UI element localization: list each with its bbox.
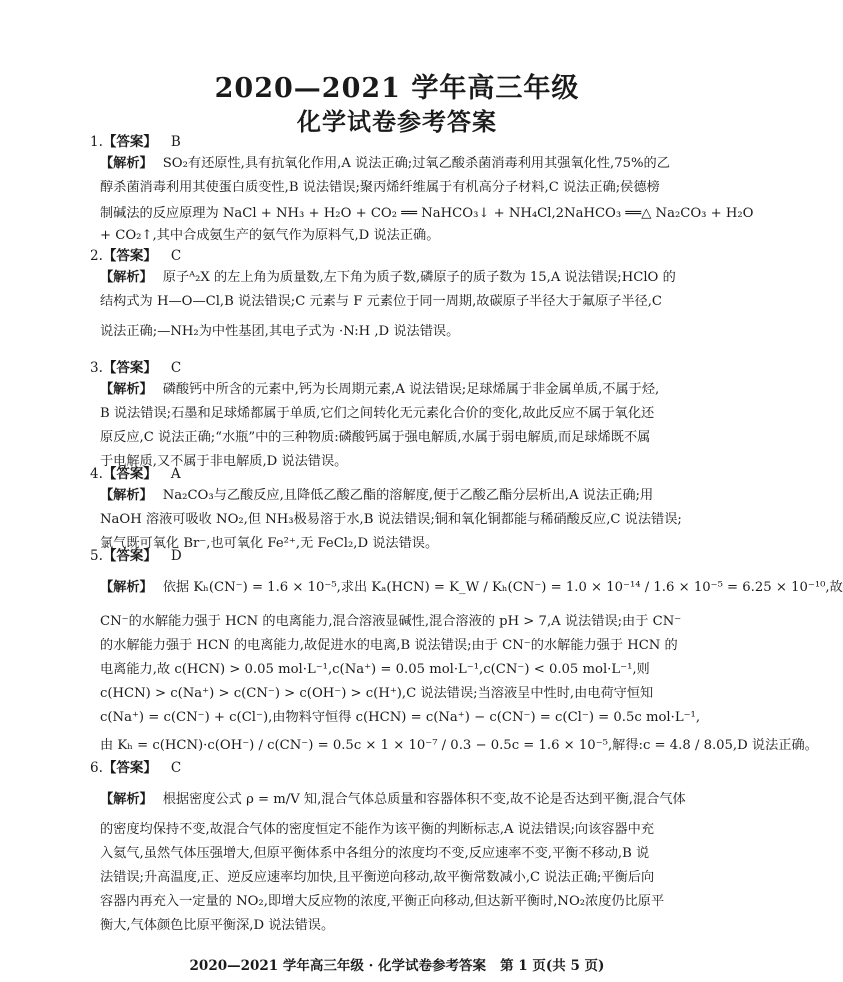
analysis-line: + CO₂↑,其中合成氨生产的氨气作为原料气,D 说法正确。: [100, 228, 440, 243]
analysis-line: 于电解质,又不属于非电解质,D 说法错误。: [100, 454, 348, 469]
analysis-line: 醇杀菌消毒利用其使蛋白质变性,B 说法错误;聚丙烯纤维属于有机高分子材料,C 说法正确;侯德榜: [100, 180, 660, 195]
answer-value: C: [170, 248, 182, 264]
answer-tag: 【答案】: [102, 360, 157, 376]
answer-tag: 【答案】: [102, 134, 157, 150]
analysis-tag: 【解析】: [100, 156, 153, 171]
question-number: 2.: [90, 248, 103, 264]
question-number: 5.: [90, 548, 103, 564]
page-subtitle: 化学试卷参考答案: [297, 107, 497, 136]
answer-row-q4: [90, 464, 181, 484]
analysis-tag: 【解析】: [100, 792, 153, 807]
analysis-line: 原反应,C 说法正确;“水瓶”中的三种物质:磷酸钙属于强电解质,水属于弱电解质,而足球烯既不属: [100, 430, 651, 445]
analysis-line: 【解析】 Na₂CO₃与乙酸反应,且降低乙酸乙酯的溶解度,便于乙酸乙酯分层析出,A 说法正确;用: [100, 488, 654, 503]
page-title: 2020—2021 学年高三年级: [214, 73, 580, 104]
analysis-line: 容器内再充入一定量的 NO₂,即增大反应物的浓度,平衡正向移动,但达新平衡时,NO₂浓度仍比原平: [100, 894, 665, 909]
question-number: 1.: [90, 134, 103, 150]
analysis-line: 【解析】 根据密度公式 ρ = m/V 知,混合气体总质量和容器体积不变,故不论是否达到平衡,混合气体: [100, 792, 686, 807]
answer-row-q3: [90, 358, 181, 378]
analysis-line: 【解析】 依据 Kₕ(CN⁻) = 1.6 × 10⁻⁵,求出 Kₐ(HCN) = K_W / Kₕ(CN⁻) = 1.0 × 10⁻¹⁴ / 1.6 × 10⁻⁵ = 6.25 × 10⁻¹⁰,故: [100, 580, 843, 595]
analysis-line: 制碱法的反应原理为 NaCl + NH₃ + H₂O + CO₂ ══ NaHCO₃↓ + NH₄Cl,2NaHCO₃ ══△ Na₂CO₃ + H₂O: [100, 206, 754, 221]
analysis-tag: 【解析】: [100, 270, 153, 285]
answer-value: A: [170, 466, 181, 482]
analysis-tag: 【解析】: [100, 580, 153, 595]
answer-value: D: [170, 548, 182, 564]
question-number: 6.: [90, 760, 103, 776]
analysis-tag: 【解析】: [100, 488, 153, 503]
analysis-line: 入氦气,虽然气体压强增大,但原平衡体系中各组分的浓度均不变,反应速率不变,平衡不移动,B 说: [100, 846, 650, 861]
analysis-line: 【解析】 SO₂有还原性,具有抗氧化作用,A 说法正确;过氧乙酸杀菌消毒利用其强氧化性,75%的乙: [100, 156, 670, 171]
analysis-line: 法错误;升高温度,正、逆反应速率均加快,且平衡逆向移动,故平衡常数减小,C 说法正确;平衡后向: [100, 870, 655, 885]
answer-value: B: [170, 134, 181, 150]
answer-row-q1: [90, 132, 181, 152]
answer-value: C: [170, 760, 182, 776]
analysis-line: B 说法错误;石墨和足球烯都属于单质,它们之间转化无元素化合价的变化,故此反应不属于氧化还: [100, 406, 655, 421]
analysis-tag: 【解析】: [100, 382, 153, 397]
analysis-line: 结构式为 H—O—Cl,B 说法错误;C 元素与 F 元素位于同一周期,故碳原子半径大于氟原子半径,C: [100, 294, 662, 309]
analysis-line: c(HCN) > c(Na⁺) > c(CN⁻) > c(OH⁻) > c(H⁺),C 说法错误;当溶液呈中性时,由电荷守恒知: [100, 686, 654, 701]
analysis-line: 由 Kₕ = c(HCN)·c(OH⁻) / c(CN⁻) = 0.5c × 1 × 10⁻⁷ / 0.3 − 0.5c = 1.6 × 10⁻⁵,解得:c = 4.8 / 8.05,D 说法正确。: [100, 738, 818, 753]
answer-tag: 【答案】: [102, 248, 157, 264]
answer-row-q5: [90, 546, 182, 566]
analysis-line: 氯气既可氧化 Br⁻,也可氧化 Fe²⁺,无 FeCl₂,D 说法错误。: [100, 536, 439, 551]
analysis-line: 【解析】 原子ᴬ₂X 的左上角为质量数,左下角为质子数,磷原子的质子数为 15,A 说法错误;HClO 的: [100, 270, 676, 285]
analysis-line: 衡大,气体颜色比原平衡深,D 说法错误。: [100, 918, 335, 933]
answer-row-q6: [90, 758, 181, 778]
answer-tag: 【答案】: [102, 548, 157, 564]
analysis-line: 【解析】 磷酸钙中所含的元素中,钙为长周期元素,A 说法错误;足球烯属于非金属单质,不属于烃,: [100, 382, 660, 397]
page-footer: 2020—2021 学年高三年级 · 化学试卷参考答案 第 1 页(共 5 页): [189, 958, 605, 974]
analysis-line: 说法正确;—NH₂为中性基团,其电子式为 ·N:H ,D 说法错误。: [100, 324, 460, 339]
analysis-line: 的水解能力强于 HCN 的电离能力,故促进水的电离,B 说法错误;由于 CN⁻的水解能力强于 HCN 的: [100, 638, 678, 653]
question-number: 4.: [90, 466, 103, 482]
analysis-line: 电离能力,故 c(HCN) > 0.05 mol·L⁻¹,c(Na⁺) = 0.05 mol·L⁻¹,c(CN⁻) < 0.05 mol·L⁻¹,则: [100, 662, 650, 677]
analysis-line: 的密度均保持不变,故混合气体的密度恒定不能作为该平衡的判断标志,A 说法错误;向该容器中充: [100, 822, 655, 837]
analysis-line: c(Na⁺) = c(CN⁻) + c(Cl⁻),由物料守恒得 c(HCN) = c(Na⁺) − c(CN⁻) = c(Cl⁻) = 0.5c mol·L⁻¹,: [100, 710, 701, 725]
answer-row-q2: [90, 246, 181, 266]
answer-tag: 【答案】: [102, 760, 157, 776]
analysis-line: NaOH 溶液可吸收 NO₂,但 NH₃极易溶于水,B 说法错误;铜和氧化铜都能与稀硝酸反应,C 说法错误;: [100, 512, 682, 527]
question-number: 3.: [90, 360, 103, 376]
answer-value: C: [170, 360, 182, 376]
analysis-line: CN⁻的水解能力强于 HCN 的电离能力,混合溶液显碱性,混合溶液的 pH > 7,A 说法错误;由于 CN⁻: [100, 614, 682, 629]
answer-tag: 【答案】: [102, 466, 157, 482]
